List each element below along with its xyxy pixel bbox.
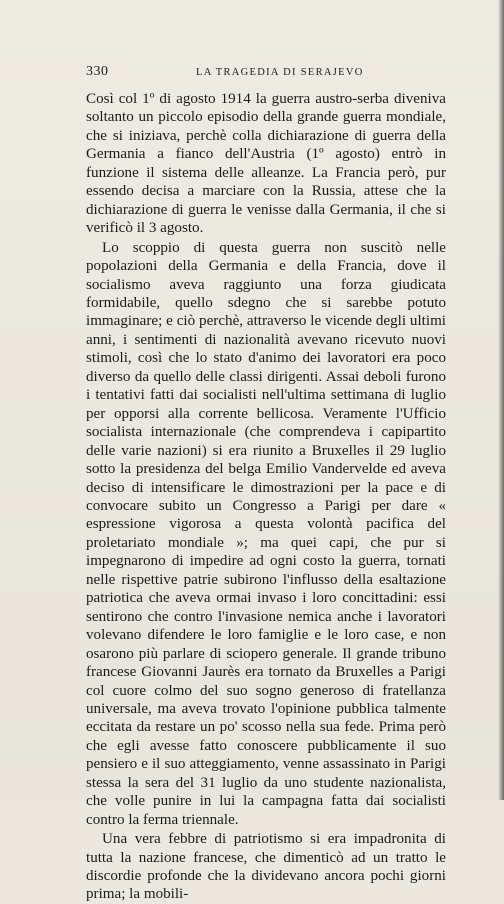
page-header: [86, 64, 430, 82]
running-head: LA TRAGEDIA DI SERAJEVO: [196, 67, 364, 78]
body-text: [86, 90, 446, 904]
page-number: 330: [86, 64, 109, 79]
paragraph: Lo scoppio di questa guerra non suscitò nelle popolazioni della Germania e della Francia, dove il socialismo aveva raggiunto una forza giudicata formidabile, quello sdegno che si sarebbe potuto immaginare; e ciò perchè, attraverso le vicende degli ultimi anni, i sentimenti di nazionalità avevano ricevuto nuovi stimoli, così che lo stato d'animo dei lavoratori era poco diverso da quello delle classi dirigenti. Assai deboli furono i tentativi fatti dai socialisti nell'ultima settimana di luglio per opporsi alla corrente bellicosa. Veramente l'Ufficio socialista internazionale (che comprendeva i capipartito delle varie nazioni) si era riunito a Bruxelles il 29 luglio sotto la presidenza del belga Emilio Vandervelde ed aveva deciso di intensificare le dimostrazioni per la pace e di convocare subito un Congresso a Parigi per dare « espressione vigorosa a questa volontà pacifica del proletariato mondiale »; ma quei capi, che pur si impegnarono di impedire ad ogni costo la guerra, tornati nelle rispettive patrie subirono l'influsso della esaltazione patriotica che aveva ormai invaso i loro concittadini: essi sentirono che contro l'invasione nemica anche i lavoratori volevano difendere le loro famiglie e le loro case, e non osarono più parlare di sciopero generale. Il grande tribuno francese Giovanni Jaurès era tornato da Bruxelles a Parigi col cuore colmo del suo sogno generoso di fratellanza universale, ma aveva trovato l'opinione pubblica talmente eccitata da restare un po' scosso nella sua fede. Prima però che egli avesse fatto conoscere pubblicamente il suo pensiero e il suo atteggiamento, venne assassinato in Parigi stessa la sera del 31 luglio da uno studente nazionalista, che volle punire in lui la campagna fatta dai socialisti contro la ferma triennale.: [86, 239, 446, 828]
paragraph: Una vera febbre di patriotismo si era impadronita di tutta la nazione francese, che dimenticò ad un tratto le discordie profonde che la dividevano ancora pochi giorni prima; la mobili-: [86, 831, 446, 903]
page-edge-shadow: [498, 0, 504, 800]
paragraph: Così col 1º di agosto 1914 la guerra austro-serba diveniva soltanto un piccolo episodio della grande guerra mondiale, che si iniziava, perchè colla dichiarazione di guerra della Germania a fianco dell'Austria (1º agosto) entrò in funzione il sistema delle alleanze. La Francia però, pur essendo decisa a marciare con la Russia, attese che la dichiarazione di guerra le venisse dalla Germania, il che si verificò il 3 agosto.: [86, 91, 446, 237]
